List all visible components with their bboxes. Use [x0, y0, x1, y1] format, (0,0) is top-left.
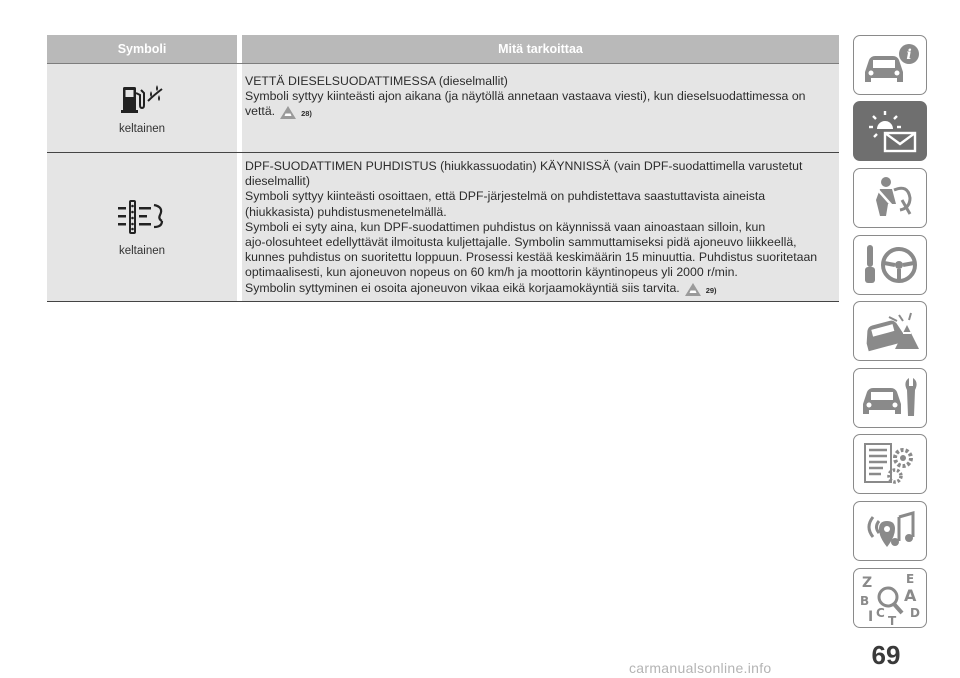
- svg-text:E: E: [906, 572, 915, 586]
- tab-starting-driving[interactable]: [853, 235, 927, 295]
- svg-text:T: T: [888, 614, 897, 625]
- airbag-seatbelt-icon: [860, 174, 920, 222]
- meaning-text: Symbolin syttyminen ei osoita ajoneuvon vikaa eikä korjaamokäyntiä siis tarvita.: [245, 280, 680, 295]
- warning-triangle-icon: [278, 105, 298, 125]
- alphabetical-index-icon: [858, 571, 922, 625]
- tab-index[interactable]: [853, 568, 927, 628]
- meaning-text: Symboli syttyy kiinteästi ajon aikana (ja näytöllä annetaan vastaava viesti), kun dieselsuodattimessa on: [245, 89, 806, 104]
- meaning-text: Symboli ei syty aina, kun DPF-suodattimen puhdistus on käynnissä vaan ainoastaan silloin, kun: [245, 219, 766, 234]
- note-reference: 28): [301, 109, 312, 119]
- warning-triangle-icon: [683, 282, 703, 302]
- symbol-cell: [47, 153, 237, 301]
- specifications-gears-icon: [859, 440, 921, 488]
- table-row: [47, 64, 839, 153]
- note-reference: 29): [705, 285, 717, 295]
- meaning-title: VETTÄ DIESELSUODATTIMESSA (dieselmallit): [245, 74, 508, 88]
- svg-text:A: A: [904, 586, 917, 605]
- meaning-title: DPF-SUODATTIMEN PUHDISTUS (hiukkassuodatin) KÄYNNISSÄ (vain DPF-suodattimella varustetut: [245, 159, 803, 173]
- table-row: [47, 153, 839, 302]
- header-meaning: Mitä tarkoittaa: [498, 42, 583, 56]
- meaning-text: ajo-olosuhteet edellyttävät ilmoitusta kuljettajalle. Symbolin sammuttamiseksi pidä ajoneuvo liikkeellä,: [245, 235, 797, 250]
- meaning-cell: [242, 153, 839, 301]
- watermark: carmanualsonline.info: [629, 660, 772, 676]
- svg-text:i: i: [906, 47, 912, 63]
- tab-technical-data[interactable]: [853, 434, 927, 494]
- key-steering-wheel-icon: [859, 241, 921, 289]
- multimedia-icon: [859, 507, 921, 555]
- tab-safety[interactable]: [853, 168, 927, 228]
- meaning-text: (hiukkasista) puhdistusmenetelmällä.: [245, 204, 447, 219]
- meaning-title: dieselmallit): [245, 174, 310, 189]
- meaning-text: vettä.: [245, 104, 276, 119]
- tab-emergency[interactable]: [853, 301, 927, 361]
- tab-multimedia[interactable]: [853, 501, 927, 561]
- warning-light-message-icon: [859, 107, 921, 155]
- svg-text:B: B: [860, 594, 870, 608]
- svg-text:D: D: [910, 606, 920, 620]
- warning-symbols-table: [47, 35, 839, 302]
- fuel-water-icon: [119, 81, 165, 115]
- meaning-text: Symboli syttyy kiinteästi osoittaen, että DPF-järjestelmä on puhdistettava saastuttavista aineista: [245, 189, 766, 204]
- car-breakdown-icon: [859, 307, 921, 355]
- meaning-cell: [242, 64, 839, 152]
- dpf-regeneration-icon: [114, 197, 170, 237]
- svg-text:C: C: [876, 606, 885, 620]
- table-header: [47, 35, 839, 64]
- meaning-text: kunnes puhdistus on suoritettu loppuun. Prosessi kestää keskimäärin 15 minuuttia. Puhdistus suoritetaan: [245, 250, 818, 265]
- car-info-icon: [859, 42, 921, 88]
- symbol-color-label: keltainen: [118, 245, 166, 257]
- symbol-cell: [47, 64, 237, 152]
- tab-car-info[interactable]: [853, 35, 927, 95]
- car-service-wrench-icon: [859, 374, 921, 422]
- meaning-text: optimaalisesti, kun ajoneuvon nopeus on 60 km/h ja moottorin käyntinopeus yli 2000 r/min.: [245, 265, 738, 280]
- header-symbol: Symboli: [117, 42, 167, 56]
- tab-warning-lights[interactable]: [853, 101, 927, 161]
- svg-text:I: I: [868, 609, 874, 625]
- symbol-color-label: keltainen: [118, 123, 166, 135]
- svg-text:Z: Z: [862, 575, 873, 591]
- page-number: 69: [871, 640, 901, 670]
- tab-maintenance[interactable]: [853, 368, 927, 428]
